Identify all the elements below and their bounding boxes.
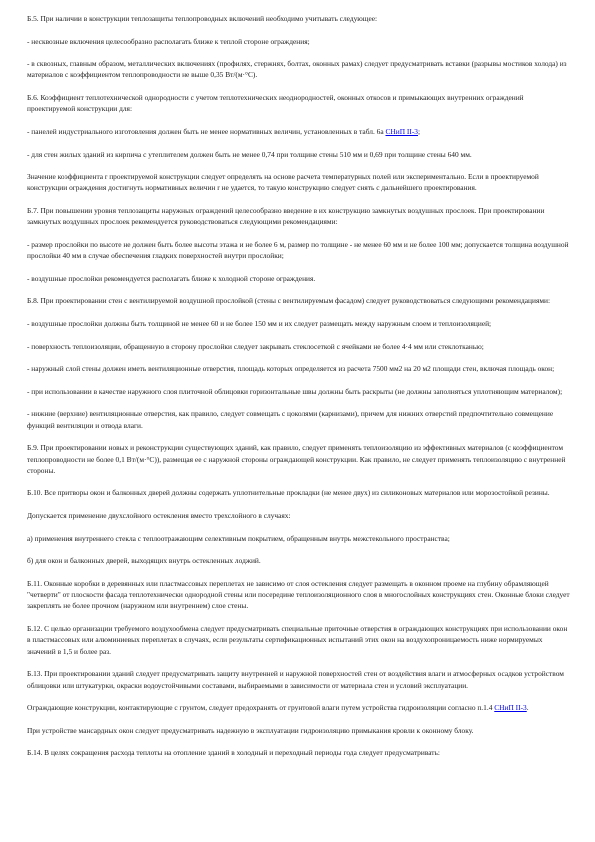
snip-link[interactable]: СНиП II-3: [494, 703, 527, 713]
paragraph-b14: Б.14. В целях сокращения расхода теплоты на отопление зданий в холодный и переходный периоды года следует предусматривать:: [27, 748, 440, 758]
paragraph-b7: Б.7. При повышении уровня теплозащиты наружных ограждений целесообразно введение в их конструкцию замкнутых воздушных прослоек. При проектировании замкнутых воздушных прослоек рекомендуется руководствоваться следующими рекомендациями:: [27, 206, 545, 227]
paragraph-b7-item2: - воздушные прослойки рекомендуется располагать ближе к холодной стороне ограждения.: [27, 273, 316, 283]
paragraph-b8: Б.8. При проектировании стен с вентилируемой воздушной прослойкой (стены с вентилируемым фасадом) следует руководствоваться следующими рекомендациями:: [27, 296, 551, 306]
paragraph-b8-item5: - нижние (верхние) вентиляционные отверстия, как правило, следует совмещать с цоколями (карнизами), причем для нижних отверстий предпочтительно совмещение функций вентиляции и отвода влаги.: [27, 409, 554, 430]
paragraph-ground-contact: [27, 702, 571, 713]
paragraph-b13: Б.13. При проектировании зданий следует предусматривать защиту внутренней и наружной поверхностей стен от воздействия влаги и атмосферных осадков устройством облицовки или штукатурки, окраски водоустойчивыми составами, выбираемыми в зависимости от материала стен и условий эксплуатации.: [27, 669, 564, 690]
paragraph-r-coefficient: Значение коэффициента r проектируемой конструкции следует определять на основе расчета температурных полей или экспериментально. Если в проектируемой конструкции ограждения достигнуть нормативных величин r не удается, то такую конструкцию следует снять с дальнейшего проектирования.: [27, 172, 539, 193]
paragraph-b8-item3: - наружный слой стены должен иметь вентиляционные отверстия, площадь которых определяется из расчета 7500 мм2 на 20 м2 площади стен, включая площадь окон;: [27, 364, 555, 374]
paragraph-glazing: Допускается применение двухслойного остекления вместо трехслойного в случаях:: [27, 511, 291, 521]
paragraph-b8-item1: - воздушные прослойки должны быть толщиной не менее 60 и не более 150 мм и их следует размещать между наружным слоем и теплоизоляцией;: [27, 319, 492, 329]
paragraph-tail: .: [526, 703, 529, 713]
paragraph-b6-item2: - для стен жилых зданий из кирпича с утеплителем должен быть не менее 0,74 при толщине стены 510 мм и 0,69 при толщине стены 640 мм.: [27, 149, 472, 159]
paragraph-b7-item1: - размер прослойки по высоте не должен быть более высоты этажа и не более 6 м, размер по толщине - не менее 60 мм и не более 100 мм; допускается толщина воздушной прослойки 40 мм в случае обеспечения гладких поверхностей внутри прослойки;: [27, 239, 569, 261]
paragraph-b8-item4: - при использовании в качестве наружного слоя плиточной облицовки горизонтальные швы должны быть раскрыты (не должны заполняться уплотняющим материалом);: [27, 386, 563, 396]
paragraph-b5-item1: - несквозные включения целесообразно располагать ближе к теплой стороне ограждения;: [27, 36, 310, 46]
paragraph-b6-item1: [27, 126, 571, 137]
snip-link[interactable]: СНиП II-3: [385, 126, 418, 136]
paragraph-glazing-b: б) для окон и балконных дверей, выходящих внутрь остекленных лоджий.: [27, 556, 261, 566]
paragraph-b5-item2: - в сквозных, главным образом, металлических включениях (профилях, стержнях, болтах, оконных рамах) следует предусматривать вставки (разрывы мостиков холода) из материалов с коэффициентом теплопроводности не выше 0,35 Вт/(м·°С).: [27, 59, 567, 80]
paragraph-text: Ограждающие конструкции, контактирующие с грунтом, следует предохранять от грунтовой влаги путем устройства гидроизоляции согласно п.1.4: [27, 703, 495, 713]
paragraph-b11: Б.11. Оконные коробки в деревянных или пластмассовых переплетах не зависимо от слоя остекления следует размещать в оконном проеме на глубину обрамляющей "четверти" от плоскости фасада теплотехнически однородной стены или посередине теплоизоляционного слоя в многослойных конструкциях стен. Оконные блоки следует закреплять не более прочном (наружном или внутреннем) слое стены.: [27, 578, 570, 611]
paragraph-tail: ;: [418, 126, 421, 136]
paragraph-b5: Б.5. При наличии в конструкции теплозащиты теплопроводных включений необходимо учитывать следующее:: [27, 14, 378, 23]
paragraph-b8-item2: - поверхность теплоизоляции, обращенную в сторону прослойки следует закрывать стеклосеткой с ячейками не более 4·4 мм или стеклотканью;: [27, 341, 484, 351]
paragraph-b12: Б.12. С целью организации требуемого воздухообмена следует предусматривать специальные приточные отверстия в ограждающих конструкциях при использовании окон в пластмассовых или алюминиевых переплетах в случаях, если результаты сертификационных испытаний этих окон на воздухопроницаемость ниже нормируемых значений в 1,5 и более раз.: [27, 624, 568, 656]
paragraph-b10: Б.10. Все притворы окон и балконных дверей должны содержать уплотнительные прокладки (не менее двух) из силиконовых материалов или морозостойкой резины.: [27, 488, 550, 498]
paragraph-b9: Б.9. При проектировании новых и реконструкции существующих зданий, как правило, следует применять теплоизоляцию из эффективных материалов (с коэффициентом теплопроводности не более 0,1 Вт/(м·°С)), размещая ее с наружной стороны ограждающей конструкции. Как правило, не следует применять теплоизоляцию с внутренней стороны.: [27, 443, 566, 475]
paragraph-text: - панелей индустриального изготовления должен быть не менее нормативных величин, установленных в табл. 6а: [27, 126, 386, 136]
paragraph-b6: Б.6. Коэффициент теплотехнической однородности с учетом теплотехнических неоднородностей, оконных откосов и примыкающих внутренних ограждений проектируемой конструкции для:: [27, 93, 524, 114]
paragraph-glazing-a: а) применения внутреннего стекла с теплоотражающим селективным покрытием, обращенным внутрь межстекольного пространства;: [27, 533, 450, 543]
paragraph-mansard: При устройстве мансардных окон следует предусматривать надежную в эксплуатации гидроизоляцию примыкания кровли к оконному блоку.: [27, 725, 474, 735]
